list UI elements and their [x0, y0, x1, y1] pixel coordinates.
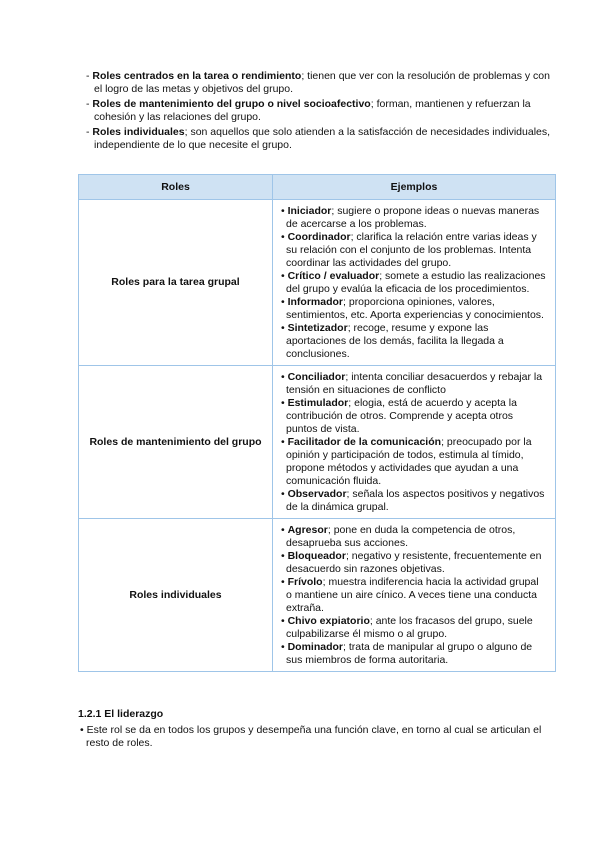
- example-text: ; pone en duda la competencia de otros, desaprueba sus acciones.: [286, 524, 516, 549]
- example-item: [279, 231, 547, 270]
- intro-term: Roles de mantenimiento del grupo o nivel socioafectivo: [92, 98, 371, 110]
- bullet-marker: •: [281, 524, 288, 536]
- example-item: [279, 296, 547, 322]
- bullet-marker: •: [80, 724, 87, 736]
- table-row: [79, 366, 556, 519]
- example-term: Estimulador: [287, 397, 349, 409]
- header-roles: Roles: [79, 175, 273, 200]
- example-text: ; señala los aspectos positivos y negativos de la dinámica grupal.: [286, 488, 545, 513]
- example-term: Chivo expiatorio: [287, 615, 370, 627]
- example-term: Sintetizador: [287, 322, 348, 334]
- intro-text: ; son aquellos que solo atienden a la satisfacción de necesidades individuales, independiente de lo que necesite el grupo.: [94, 126, 551, 151]
- section-heading: 1.2.1 El liderazgo: [78, 708, 164, 720]
- bullet-marker: •: [281, 397, 288, 409]
- bullet-marker: •: [281, 270, 288, 282]
- example-item: [279, 524, 547, 550]
- example-item: [279, 550, 547, 576]
- example-item: [279, 615, 547, 641]
- example-item: [279, 576, 547, 615]
- bullet-marker: •: [281, 488, 288, 500]
- bullet-marker: •: [281, 205, 288, 217]
- bullet-marker: •: [281, 296, 288, 308]
- example-term: Coordinador: [287, 231, 351, 243]
- bullet-marker: •: [281, 641, 288, 653]
- intro-item: [86, 70, 560, 96]
- section-paragraph: [78, 724, 558, 750]
- table-row: [79, 200, 556, 366]
- bullet-marker: •: [281, 322, 288, 334]
- intro-item: [86, 126, 560, 152]
- example-text: ; clarifica la relación entre varias ideas y su relación con el conjunto de los problemas. Intenta coordinar las actividades del grupo.: [286, 231, 537, 269]
- example-text: ; ante los fracasos del grupo, suele culpabilizarse él mismo o al grupo.: [286, 615, 533, 640]
- example-term: Frívolo: [287, 576, 323, 588]
- header-examples: Ejemplos: [273, 175, 556, 200]
- example-term: Dominador: [287, 641, 344, 653]
- role-name-cell: Roles para la tarea grupal: [79, 200, 273, 366]
- example-item: [279, 641, 547, 667]
- example-term: Crítico / evaluador: [287, 270, 380, 282]
- examples-cell: [273, 200, 556, 366]
- example-item: [279, 322, 547, 361]
- example-text: ; sugiere o propone ideas o nuevas maneras de acercarse a los problemas.: [286, 205, 540, 230]
- example-term: Facilitador de la comunicación: [287, 436, 442, 448]
- intro-item: [86, 98, 560, 124]
- bullet-marker: •: [281, 231, 288, 243]
- bullet-marker: •: [281, 576, 288, 588]
- intro-term: Roles centrados en la tarea o rendimiento: [92, 70, 302, 82]
- example-text: ; muestra indiferencia hacia la actividad grupal o mantiene un aire cínico. A veces tiene una conducta extraña.: [286, 576, 539, 614]
- example-text: ; recoge, resume y expone las aportaciones de los demás, facilita la llegada a conclusiones.: [286, 322, 504, 360]
- roles-table: [78, 174, 556, 672]
- example-item: [279, 205, 547, 231]
- intro-text: ; forman, mantienen y refuerzan la cohesión y las relaciones del grupo.: [94, 98, 531, 123]
- role-name-cell: Roles individuales: [79, 519, 273, 672]
- example-term: Agresor: [287, 524, 328, 536]
- table-header-row: [79, 175, 556, 200]
- example-text: ; preocupado por la opinión y participación de todos, estimula al tímido, propone métodos y actividades que ayudan a una comunicación fluida.: [286, 436, 532, 487]
- example-text: ; intenta conciliar desacuerdos y rebajar la tensión en situaciones de conflicto: [286, 371, 543, 396]
- table-row: [79, 519, 556, 672]
- example-term: Observador: [287, 488, 347, 500]
- dash-marker: -: [86, 98, 93, 110]
- example-term: Conciliador: [287, 371, 346, 383]
- example-text: ; proporciona opiniones, valores, sentimientos, etc. Aporta experiencias y conocimientos.: [286, 296, 544, 321]
- example-term: Iniciador: [287, 205, 332, 217]
- examples-cell: [273, 366, 556, 519]
- example-term: Bloqueador: [287, 550, 346, 562]
- dash-marker: -: [86, 126, 93, 138]
- example-text: ; elogia, está de acuerdo y acepta la contribución de otros. Comprende y acepta otros puntos de vista.: [286, 397, 517, 435]
- intro-text: ; tienen que ver con la resolución de problemas y con el logro de las metas y objetivos del grupo.: [94, 70, 550, 95]
- bullet-marker: •: [281, 371, 288, 383]
- leadership-section: [78, 708, 558, 750]
- examples-cell: [273, 519, 556, 672]
- intro-list: [86, 70, 560, 154]
- paragraph-text: Este rol se da en todos los grupos y desempeña una función clave, en torno al cual se articulan el resto de roles.: [86, 724, 542, 749]
- example-item: [279, 488, 547, 514]
- dash-marker: -: [86, 70, 93, 82]
- example-item: [279, 371, 547, 397]
- example-text: ; trata de manipular al grupo o alguno de sus miembros de forma autoritaria.: [286, 641, 533, 666]
- example-item: [279, 397, 547, 436]
- example-text: ; negativo y resistente, frecuentemente en desacuerdo sin razones objetivas.: [286, 550, 542, 575]
- intro-term: Roles individuales: [92, 126, 185, 138]
- example-item: [279, 270, 547, 296]
- example-term: Informador: [287, 296, 344, 308]
- example-text: ; somete a estudio las realizaciones del grupo y evalúa la eficacia de los procedimientos.: [286, 270, 546, 295]
- role-name-cell: Roles de mantenimiento del grupo: [79, 366, 273, 519]
- bullet-marker: •: [281, 615, 288, 627]
- example-item: [279, 436, 547, 488]
- bullet-marker: •: [281, 436, 288, 448]
- bullet-marker: •: [281, 550, 288, 562]
